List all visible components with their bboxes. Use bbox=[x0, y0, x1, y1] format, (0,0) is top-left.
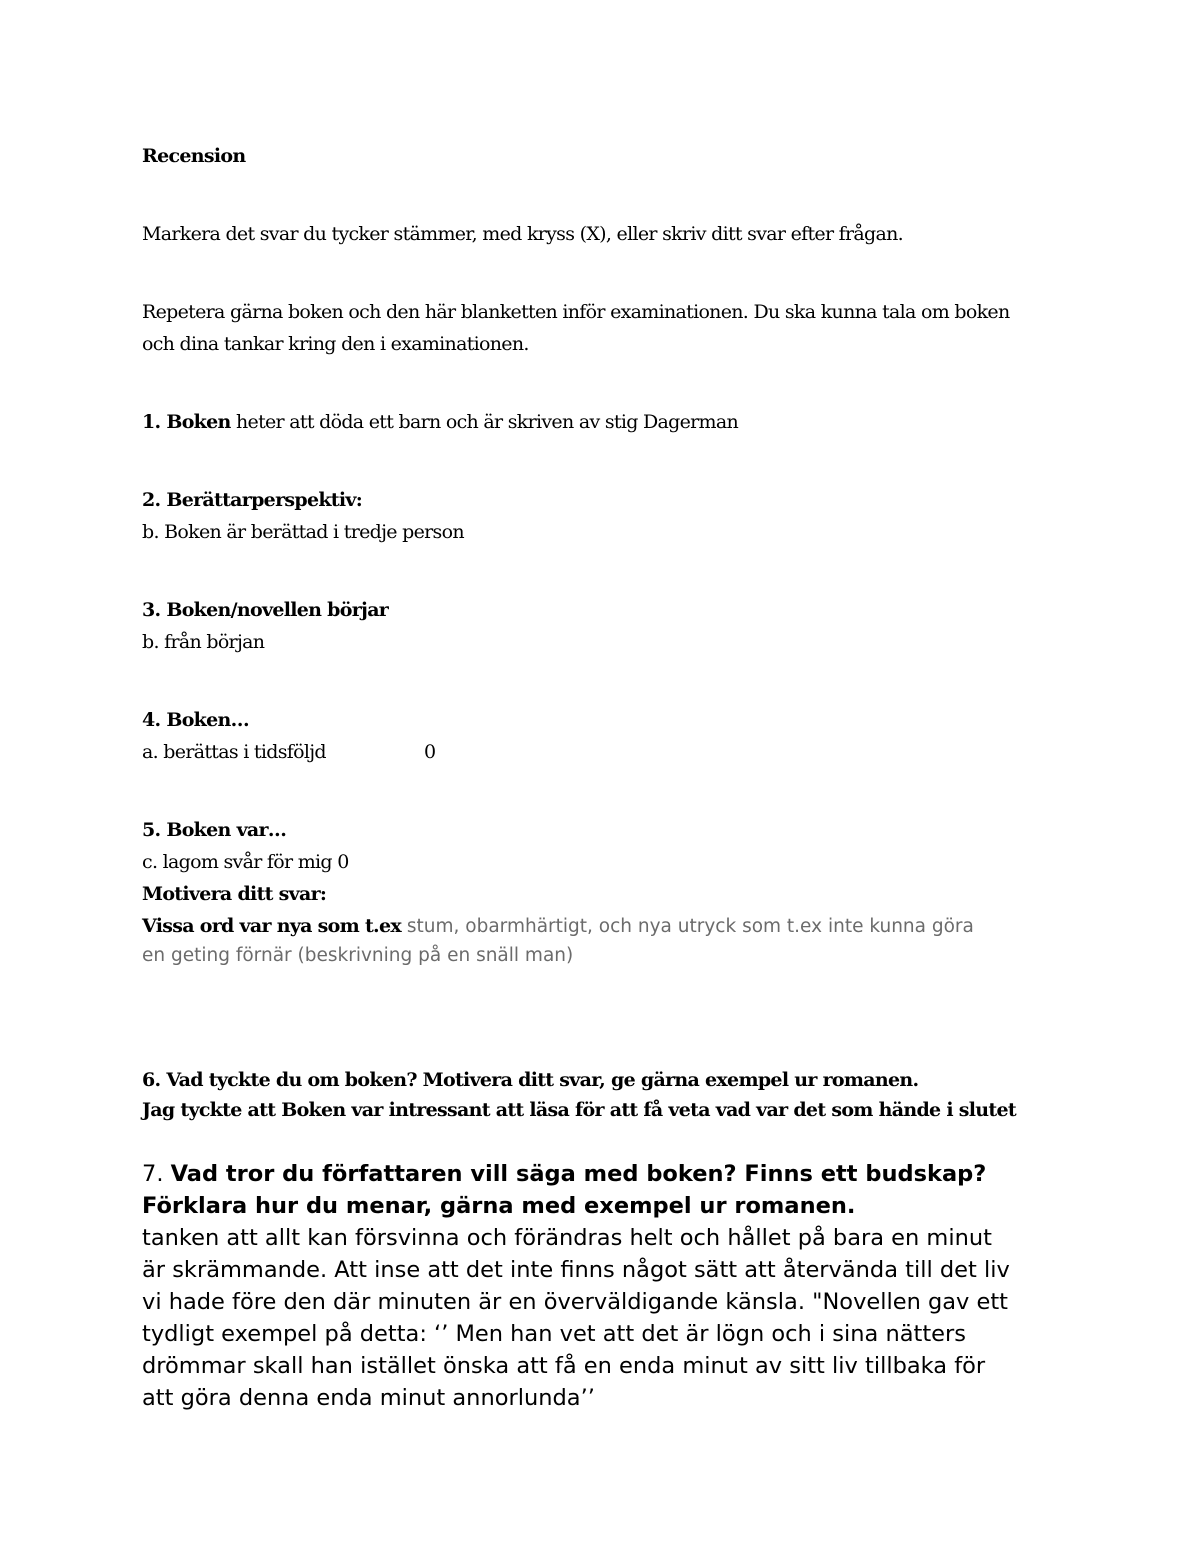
question-1-label: 1. Boken bbox=[142, 411, 231, 433]
question-7-question-text: Vad tror du författaren vill säga med boken? Finns ett budskap? bbox=[170, 1161, 987, 1187]
question-7-answer-line: att göra denna enda minut annorlunda’’ bbox=[142, 1385, 595, 1411]
question-5-label: 5. Boken var… bbox=[142, 819, 287, 841]
question-4-label: 4. Boken… bbox=[142, 709, 249, 731]
question-5-motivation-bold: Vissa ord var nya som t.ex bbox=[142, 915, 401, 937]
question-5-row bbox=[142, 846, 1082, 878]
question-7-answer-line: tydligt exempel på detta: ‘’ Men han vet att det är lögn och i sina nätters bbox=[142, 1321, 966, 1347]
question-2-answer: b. Boken är berättad i tredje person bbox=[142, 521, 464, 543]
question-4-row bbox=[142, 736, 1082, 768]
question-7-question-line-1 bbox=[142, 1158, 1072, 1190]
question-5-motivation-text: stum, obarmhärtigt, och nya utryck som t.ex inte kunna göra bbox=[400, 916, 974, 937]
question-7-question-line-2: Förklara hur du menar, gärna med exempel ur romanen. bbox=[142, 1193, 856, 1219]
intro-repeat-line-1: Repetera gärna boken och den här blanketten inför examinationen. Du ska kunna tala om boken bbox=[142, 301, 1010, 323]
intro-instruction: Markera det svar du tycker stämmer, med kryss (X), eller skriv ditt svar efter frågan. bbox=[142, 223, 903, 245]
question-7-answer-line: vi hade före den där minuten är en överväldigande känsla. "Novellen gav ett bbox=[142, 1289, 1009, 1315]
question-7-answer-line: är skrämmande. Att inse att det inte finns något sätt att återvända till det liv bbox=[142, 1257, 1010, 1283]
document-title: Recension bbox=[142, 145, 246, 167]
question-4-answer: a. berättas i tidsföljd bbox=[142, 741, 326, 763]
question-5-mark: 0 bbox=[337, 851, 349, 873]
question-6-question: 6. Vad tyckte du om boken? Motivera ditt svar, ge gärna exempel ur romanen. bbox=[142, 1069, 919, 1091]
question-7-answer-line: drömmar skall han istället önska att få en enda minut av sitt liv tillbaka för bbox=[142, 1353, 986, 1379]
question-5-answer: c. lagom svår för mig bbox=[142, 851, 332, 873]
question-7-answer-line: tanken att allt kan försvinna och förändras helt och hållet på bara en minut bbox=[142, 1225, 992, 1251]
question-4-mark: 0 bbox=[424, 741, 436, 763]
question-5-motivation-line-2: en geting förnär (beskrivning på en snäll man) bbox=[142, 945, 574, 966]
question-2-label: 2. Berättarperspektiv: bbox=[142, 489, 363, 511]
question-1-answer: heter att döda ett barn och är skriven av stig Dagerman bbox=[230, 411, 739, 433]
question-1 bbox=[142, 406, 1082, 438]
question-7 bbox=[142, 1158, 1072, 1414]
question-3-label: 3. Boken/novellen börjar bbox=[142, 599, 389, 621]
question-5-motivate-label: Motivera ditt svar: bbox=[142, 883, 327, 905]
question-3-answer: b. från början bbox=[142, 631, 265, 653]
question-6-answer: Jag tyckte att Boken var intressant att läsa för att få veta vad var det som hände i slutet bbox=[142, 1099, 1016, 1121]
intro-repeat-line-2: och dina tankar kring den i examinationen. bbox=[142, 333, 529, 355]
question-7-number: 7. bbox=[142, 1161, 171, 1187]
question-5-motivation-line-1 bbox=[142, 910, 1082, 942]
